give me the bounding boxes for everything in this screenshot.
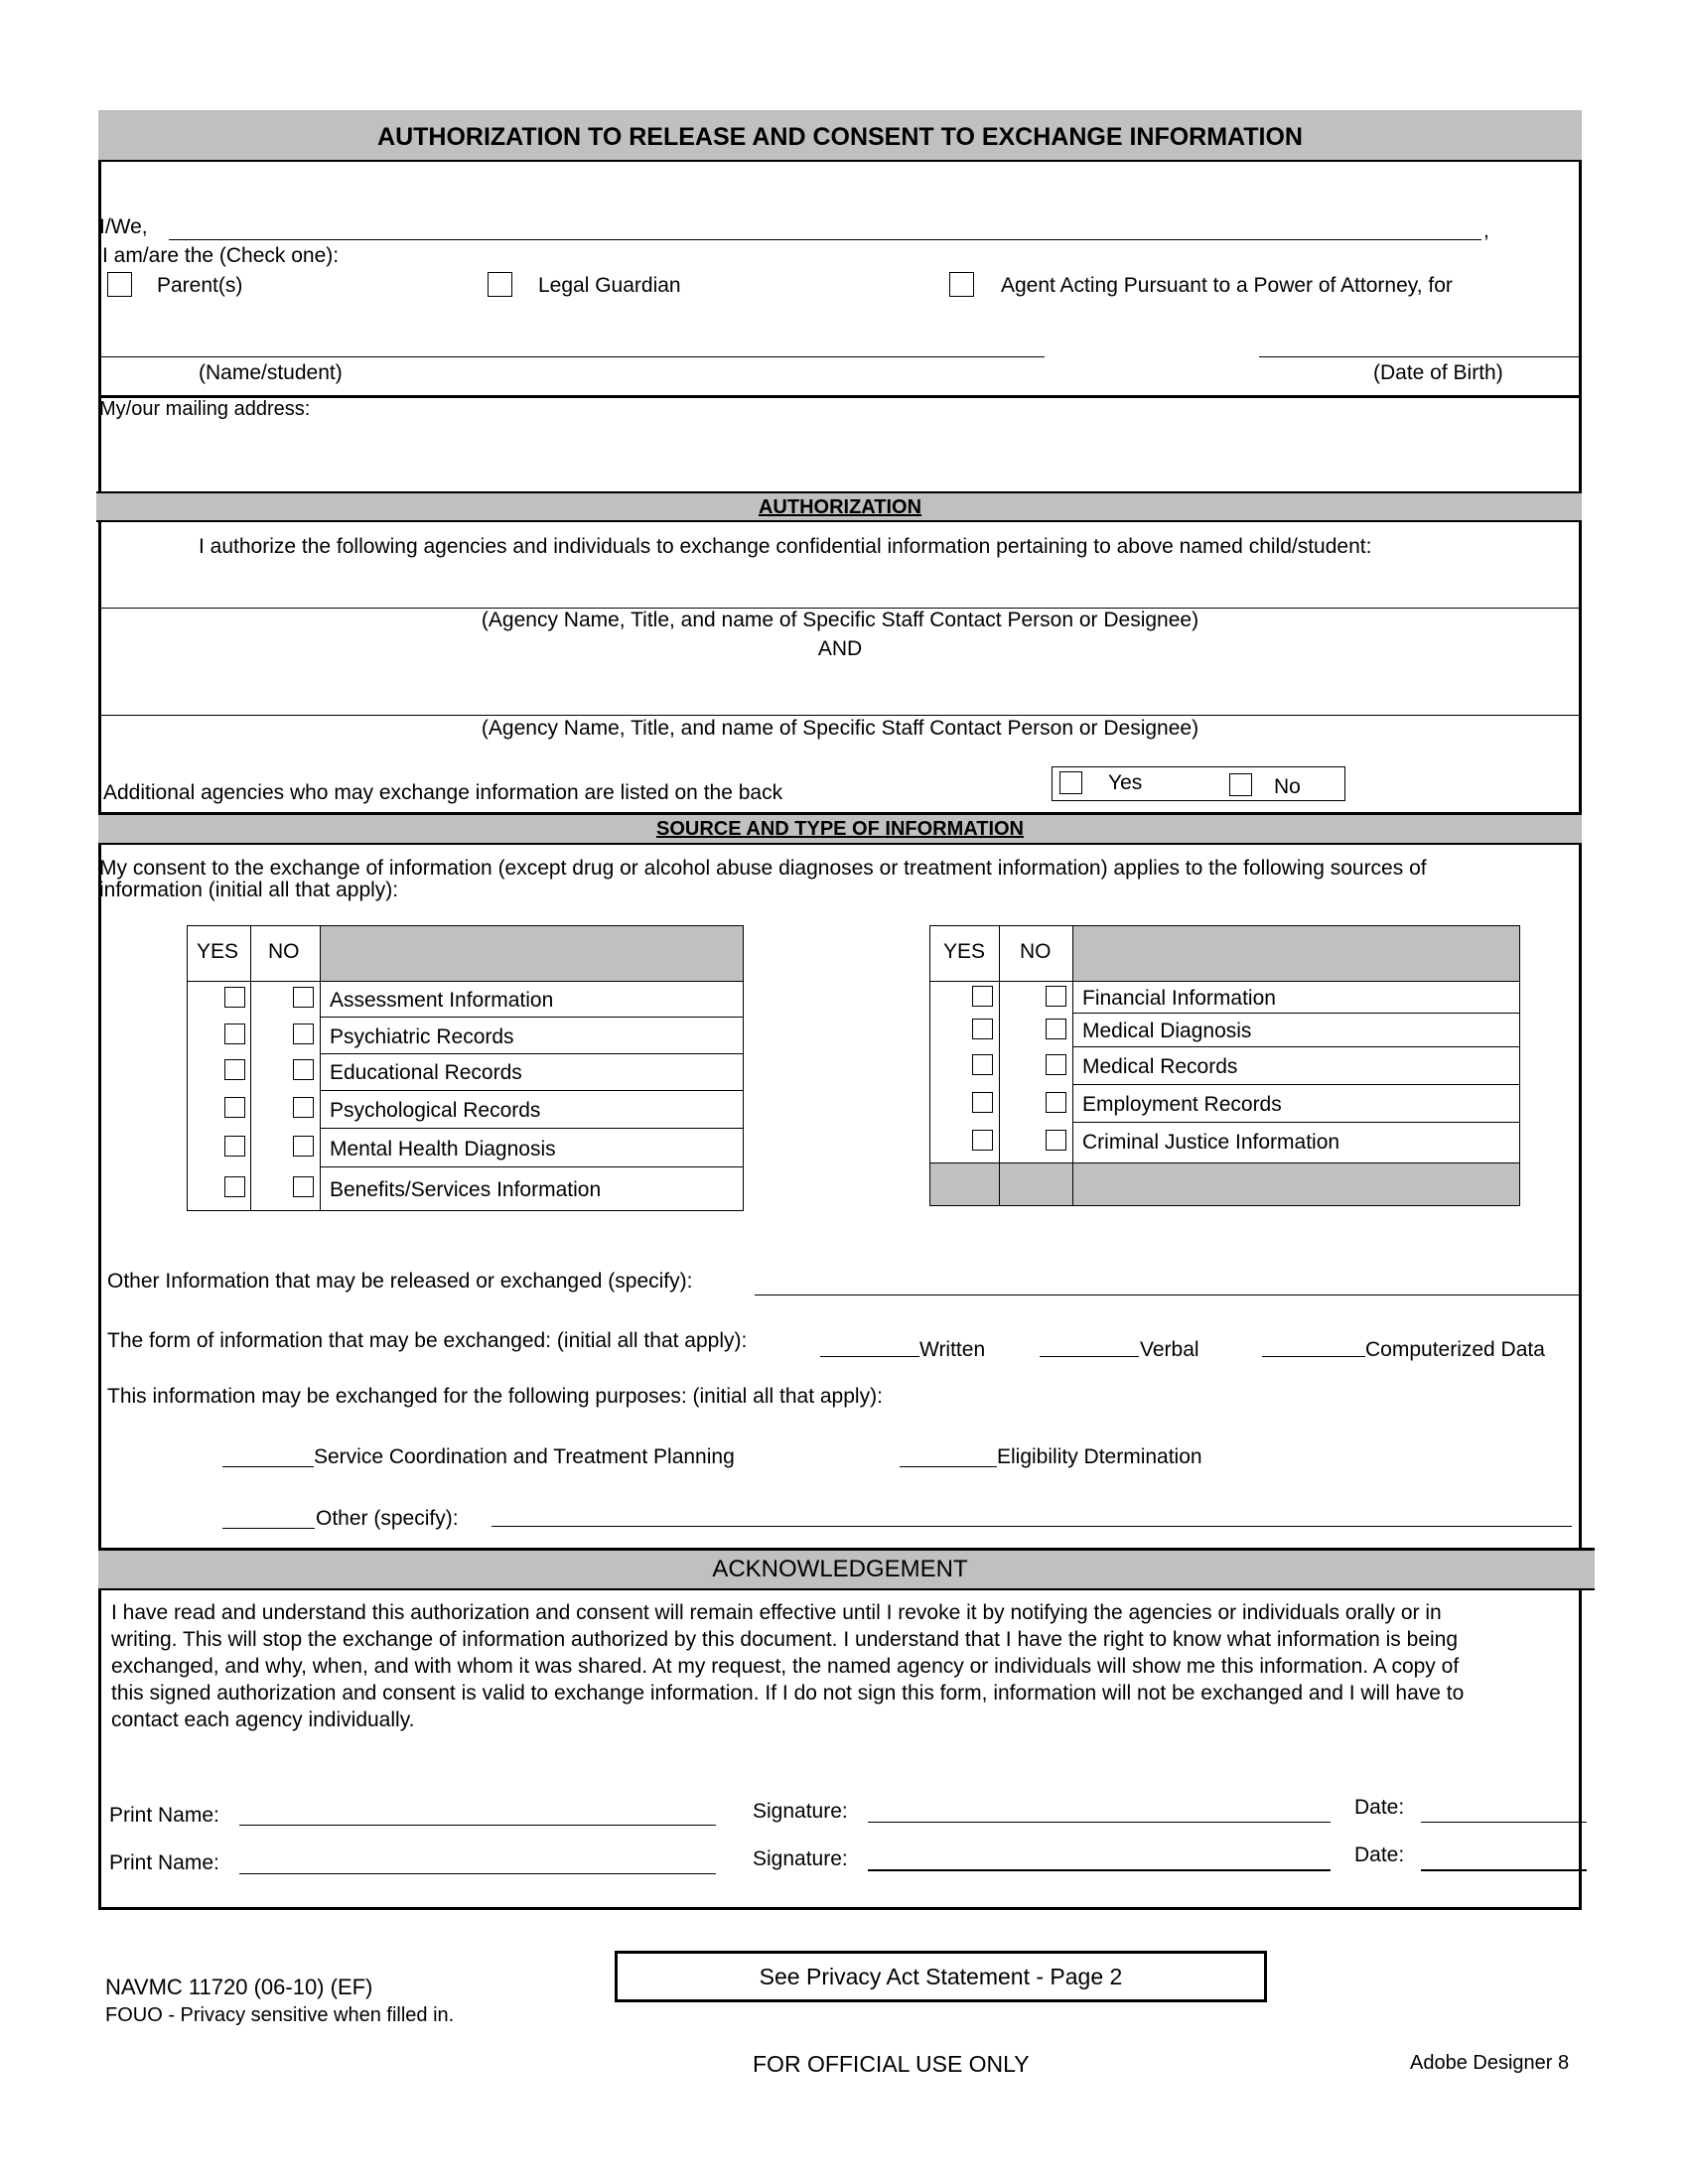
left-item-psychological: Psychological Records bbox=[330, 1099, 541, 1122]
legal-guardian-label: Legal Guardian bbox=[538, 274, 681, 297]
print-name-label-1: Print Name: bbox=[109, 1804, 219, 1827]
consent-line-2: information (initial all that apply): bbox=[99, 879, 399, 901]
we-comma: , bbox=[1483, 219, 1489, 242]
date-field-1[interactable] bbox=[1421, 1822, 1587, 1823]
medical-records-yes-checkbox[interactable] bbox=[972, 1054, 993, 1075]
medical-diagnosis-no-checkbox[interactable] bbox=[1046, 1019, 1066, 1039]
other-purpose-field[interactable] bbox=[492, 1526, 1572, 1527]
medical-records-no-checkbox[interactable] bbox=[1046, 1054, 1066, 1075]
ack-line-2: writing. This will stop the exchange of information authorized by this document. I understand that I have the right to know what information is being bbox=[111, 1628, 1459, 1651]
employment-no-checkbox[interactable] bbox=[1046, 1092, 1066, 1113]
parent-label: Parent(s) bbox=[157, 274, 243, 297]
left-table-header-cell bbox=[321, 926, 743, 982]
service-coordination-initial-field[interactable] bbox=[222, 1466, 314, 1467]
other-specify-label: Other (specify): bbox=[316, 1507, 459, 1530]
mental-health-no-checkbox[interactable] bbox=[293, 1136, 314, 1157]
divider bbox=[98, 395, 1582, 398]
educational-no-checkbox[interactable] bbox=[293, 1059, 314, 1080]
other-info-field[interactable] bbox=[755, 1295, 1582, 1296]
agency-caption-1: (Agency Name, Title, and name of Specific Staff Contact Person or Designee) bbox=[481, 609, 1199, 631]
yes-no-box bbox=[1052, 766, 1345, 801]
right-item-employment: Employment Records bbox=[1082, 1093, 1282, 1116]
psychiatric-no-checkbox[interactable] bbox=[293, 1024, 314, 1044]
left-item-assessment: Assessment Information bbox=[330, 989, 554, 1012]
right-table-header-cell bbox=[1073, 926, 1519, 982]
ack-line-3: exchanged, and why, when, and with whom it was shared. At my request, the named agency or individuals will show me this information. A copy of bbox=[111, 1655, 1460, 1678]
employment-yes-checkbox[interactable] bbox=[972, 1092, 993, 1113]
date-label-2: Date: bbox=[1354, 1843, 1405, 1866]
check-one-label: I am/are the (Check one): bbox=[102, 244, 340, 267]
power-of-attorney-label: Agent Acting Pursuant to a Power of Attorney, for bbox=[1001, 274, 1453, 297]
right-item-medical-diagnosis: Medical Diagnosis bbox=[1082, 1020, 1252, 1042]
date-of-birth-field[interactable] bbox=[1259, 356, 1582, 357]
computerized-initial-field[interactable] bbox=[1262, 1356, 1365, 1357]
purposes-label: This information may be exchanged for the following purposes: (initial all that apply): bbox=[107, 1385, 883, 1408]
service-coordination-label: Service Coordination and Treatment Planning bbox=[314, 1445, 735, 1468]
additional-no-label: No bbox=[1274, 775, 1301, 798]
additional-yes-label: Yes bbox=[1108, 771, 1143, 794]
left-item-psychiatric: Psychiatric Records bbox=[330, 1025, 514, 1048]
eligibility-initial-field[interactable] bbox=[900, 1466, 997, 1467]
psychological-no-checkbox[interactable] bbox=[293, 1097, 314, 1118]
we-field[interactable] bbox=[169, 239, 1481, 240]
psychological-yes-checkbox[interactable] bbox=[224, 1097, 245, 1118]
form-of-info-label: The form of information that may be exchanged: (initial all that apply): bbox=[107, 1329, 748, 1352]
computerized-label: Computerized Data bbox=[1365, 1338, 1545, 1361]
signature-label-1: Signature: bbox=[753, 1800, 848, 1823]
right-item-criminal-justice: Criminal Justice Information bbox=[1082, 1131, 1340, 1154]
authorization-header: AUTHORIZATION bbox=[758, 496, 922, 518]
left-item-mental-health: Mental Health Diagnosis bbox=[330, 1138, 556, 1160]
financial-yes-checkbox[interactable] bbox=[972, 986, 993, 1007]
educational-yes-checkbox[interactable] bbox=[224, 1059, 245, 1080]
financial-no-checkbox[interactable] bbox=[1046, 986, 1066, 1007]
verbal-label: Verbal bbox=[1140, 1338, 1199, 1361]
privacy-act-button[interactable] bbox=[615, 1951, 1267, 2002]
medical-diagnosis-yes-checkbox[interactable] bbox=[972, 1019, 993, 1039]
dob-caption: (Date of Birth) bbox=[1373, 361, 1503, 384]
criminal-justice-yes-checkbox[interactable] bbox=[972, 1130, 993, 1151]
name-student-caption: (Name/student) bbox=[199, 361, 343, 384]
designer-label: Adobe Designer 8 bbox=[1410, 2052, 1570, 2074]
eligibility-label: Eligibility Dtermination bbox=[997, 1445, 1202, 1468]
mental-health-yes-checkbox[interactable] bbox=[224, 1136, 245, 1157]
agency-field-2[interactable] bbox=[98, 715, 1582, 716]
and-label: AND bbox=[817, 637, 863, 660]
date-field-2[interactable] bbox=[1421, 1869, 1587, 1871]
source-header: SOURCE AND TYPE OF INFORMATION bbox=[656, 818, 1024, 840]
signature-field-1[interactable] bbox=[868, 1822, 1331, 1823]
page-title: AUTHORIZATION TO RELEASE AND CONSENT TO EXCHANGE INFORMATION bbox=[377, 123, 1303, 151]
written-initial-field[interactable] bbox=[820, 1356, 919, 1357]
other-info-label: Other Information that may be released or exchanged (specify): bbox=[107, 1270, 693, 1293]
left-yes-header: YES bbox=[197, 940, 239, 963]
additional-yes-checkbox[interactable] bbox=[1059, 771, 1082, 794]
written-label: Written bbox=[919, 1338, 986, 1361]
mailing-address-label: My/our mailing address: bbox=[99, 398, 311, 420]
assessment-no-checkbox[interactable] bbox=[293, 987, 314, 1008]
psychiatric-yes-checkbox[interactable] bbox=[224, 1024, 245, 1044]
right-item-medical-records: Medical Records bbox=[1082, 1055, 1238, 1078]
verbal-initial-field[interactable] bbox=[1040, 1356, 1139, 1357]
parent-checkbox[interactable] bbox=[107, 272, 132, 297]
right-no-header: NO bbox=[1020, 940, 1052, 963]
benefits-no-checkbox[interactable] bbox=[293, 1176, 314, 1197]
assessment-yes-checkbox[interactable] bbox=[224, 987, 245, 1008]
additional-no-checkbox[interactable] bbox=[1229, 773, 1252, 796]
print-name-field-2[interactable] bbox=[239, 1873, 716, 1874]
date-label-1: Date: bbox=[1354, 1796, 1405, 1819]
criminal-justice-no-checkbox[interactable] bbox=[1046, 1130, 1066, 1151]
print-name-label-2: Print Name: bbox=[109, 1851, 219, 1874]
ack-line-1: I have read and understand this authorization and consent will remain effective until I revoke it by notifying the agencies or individuals orally or in bbox=[111, 1601, 1442, 1624]
consent-line-1: My consent to the exchange of information (except drug or alcohol abuse diagnoses or treatment information) applies to the following sources of bbox=[99, 857, 1427, 880]
right-table-empty-row bbox=[930, 1163, 1519, 1205]
right-item-financial: Financial Information bbox=[1082, 987, 1276, 1010]
left-item-educational: Educational Records bbox=[330, 1061, 522, 1084]
agency-caption-2: (Agency Name, Title, and name of Specific Staff Contact Person or Designee) bbox=[481, 717, 1199, 740]
left-no-header: NO bbox=[268, 940, 300, 963]
we-label: I/We, bbox=[99, 215, 148, 238]
form-number: NAVMC 11720 (06-10) (EF) bbox=[105, 1975, 373, 1999]
signature-field-2[interactable] bbox=[868, 1869, 1331, 1871]
power-of-attorney-checkbox[interactable] bbox=[949, 272, 974, 297]
signature-label-2: Signature: bbox=[753, 1847, 848, 1870]
authorization-statement: I authorize the following agencies and individuals to exchange confidential information pertaining to above named child/student: bbox=[199, 535, 1372, 558]
ack-line-5: contact each agency individually. bbox=[111, 1708, 415, 1731]
legal-guardian-checkbox[interactable] bbox=[488, 272, 512, 297]
ack-line-4: this signed authorization and consent is valid to exchange information. If I do not sign this form, information will not be exchanged and I will have to bbox=[111, 1682, 1465, 1705]
fouo-note: FOUO - Privacy sensitive when filled in. bbox=[105, 2004, 455, 2026]
additional-agencies-label: Additional agencies who may exchange information are listed on the back bbox=[103, 781, 783, 804]
benefits-yes-checkbox[interactable] bbox=[224, 1176, 245, 1197]
official-use-only: FOR OFFICIAL USE ONLY bbox=[753, 2051, 1030, 2077]
print-name-field-1[interactable] bbox=[239, 1825, 716, 1826]
other-purpose-initial-field[interactable] bbox=[222, 1528, 315, 1529]
student-name-field[interactable] bbox=[99, 356, 1045, 357]
right-yes-header: YES bbox=[943, 940, 986, 963]
privacy-act-button-label: See Privacy Act Statement - Page 2 bbox=[759, 1964, 1123, 1989]
left-item-benefits: Benefits/Services Information bbox=[330, 1178, 602, 1201]
acknowledgement-header: ACKNOWLEDGEMENT bbox=[712, 1556, 968, 1582]
